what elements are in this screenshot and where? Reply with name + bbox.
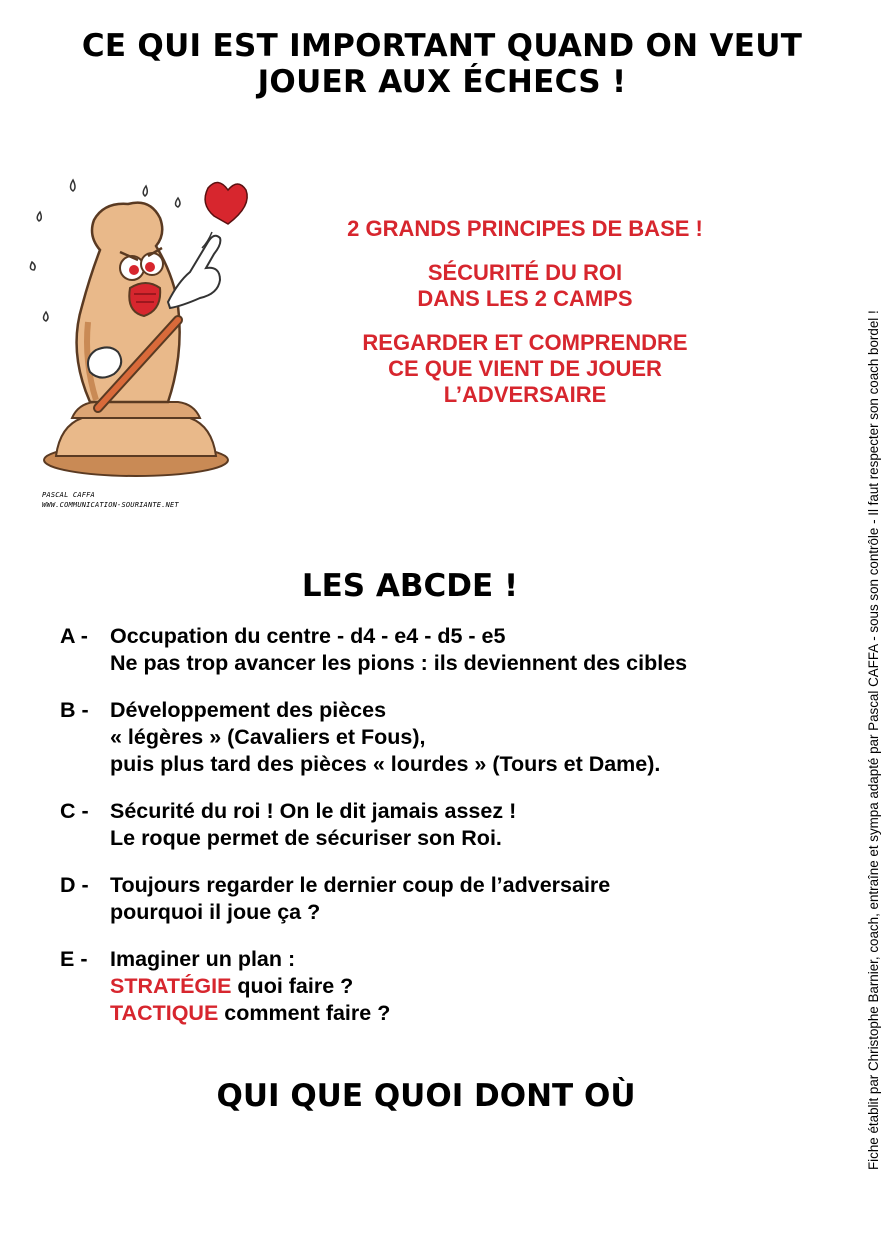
credit-author: PASCAL CAFFA xyxy=(42,491,95,499)
abc-title: LES ABCDE ! xyxy=(301,568,519,604)
title-line-2: JOUER AUX ÉCHECS ! xyxy=(257,64,627,100)
tactic-term: TACTIQUE xyxy=(110,1001,219,1025)
page-title xyxy=(0,28,884,100)
credit-website: WWW.COMMUNICATION-SOURIANTE.NET xyxy=(42,501,179,509)
item-letter: A - xyxy=(60,624,88,648)
item-letter: D - xyxy=(60,873,89,897)
item-letter: E - xyxy=(60,947,88,971)
abc-list xyxy=(60,623,840,1047)
title-line-1: CE QUI EST IMPORTANT QUAND ON VEUT xyxy=(81,28,803,64)
footer-title: QUI QUE QUOI DONT OÙ xyxy=(216,1078,636,1114)
principles-heading: 2 GRANDS PRINCIPES DE BASE ! xyxy=(347,216,703,241)
list-item-b xyxy=(60,697,840,778)
list-item-a xyxy=(60,623,840,677)
strategy-rest: quoi faire ? xyxy=(231,974,354,998)
item-line: Le roque permet de sécuriser son Roi. xyxy=(110,826,502,850)
item-line-tactic xyxy=(110,1000,390,1027)
item-line: Développement des pièces xyxy=(110,698,387,722)
item-letter: B - xyxy=(60,698,89,722)
item-line: Toujours regarder le dernier coup de l’adversaire xyxy=(110,873,611,897)
heart-icon xyxy=(205,182,247,224)
side-credit: Fiche établit par Christophe Barnier, coach, entraîne et sympa adapté par Pascal CAFFA - sous son contrôle - Il faut respecter son coach bordel ! xyxy=(866,310,881,1170)
item-line: Imaginer un plan : xyxy=(110,947,296,971)
list-item-c xyxy=(60,798,840,852)
principle-watch-opponent: REGARDER ET COMPRENDRE CE QUE VIENT DE JOUER L’ADVERSAIRE xyxy=(362,330,688,407)
item-line: puis plus tard des pièces « lourdes » (Tours et Dame). xyxy=(110,752,661,776)
list-item-d xyxy=(60,872,840,926)
strategy-term: STRATÉGIE xyxy=(110,974,232,998)
principle-king-safety: SÉCURITÉ DU ROI DANS LES 2 CAMPS xyxy=(417,260,633,311)
item-line: Occupation du centre - d4 - e4 - d5 - e5 xyxy=(110,624,506,648)
principles-block xyxy=(280,216,770,426)
item-line-strategy xyxy=(110,973,390,1000)
chess-knight-mascot-icon xyxy=(28,172,260,482)
tactic-rest: comment faire ? xyxy=(218,1001,391,1025)
item-line: Ne pas trop avancer les pions : ils deviennent des cibles xyxy=(110,651,688,675)
illustration-credit xyxy=(42,490,179,510)
item-line: Sécurité du roi ! On le dit jamais assez ! xyxy=(110,799,517,823)
item-letter: C - xyxy=(60,799,89,823)
item-line: « légères » (Cavaliers et Fous), xyxy=(110,725,426,749)
item-line: pourquoi il joue ça ? xyxy=(110,900,321,924)
list-item-e xyxy=(60,946,840,1027)
